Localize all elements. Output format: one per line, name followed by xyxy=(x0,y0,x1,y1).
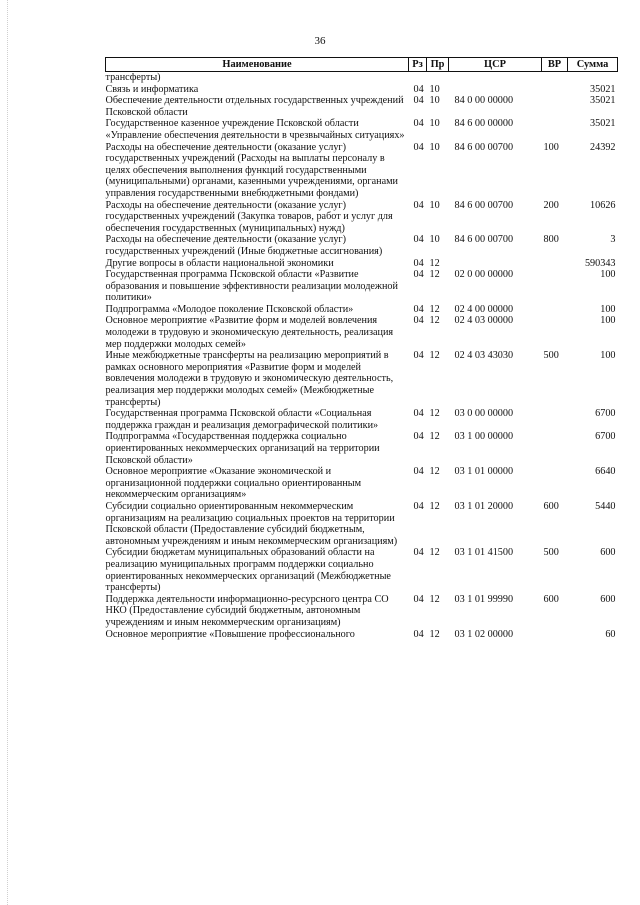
cell-rz: 04 xyxy=(413,350,424,362)
table-row xyxy=(106,200,618,235)
cell-vr: 500 xyxy=(543,547,559,559)
cell-sum: 100 xyxy=(600,350,616,362)
cell-rz: 04 xyxy=(413,234,424,246)
cell-csr: 02 0 00 00000 xyxy=(454,269,514,281)
cell-name: Государственное казенное учреждение Псковской области «Управление обеспечения деятельности в чрезвычайных ситуациях» xyxy=(105,118,405,141)
cell-csr: 02 4 03 43030 xyxy=(454,350,514,362)
cell-vr xyxy=(542,315,568,350)
cell-sum: 600 xyxy=(600,593,616,605)
cell-vr xyxy=(542,118,568,141)
cell-vr: 200 xyxy=(543,199,559,211)
cell-csr: 03 1 01 00000 xyxy=(454,466,514,478)
cell-pr xyxy=(427,72,449,84)
cell-rz: 04 xyxy=(413,431,424,443)
table-row xyxy=(106,269,618,304)
cell-vr xyxy=(542,408,568,431)
cell-vr: 600 xyxy=(543,593,559,605)
cell-rz: 04 xyxy=(413,118,424,130)
cell-rz: 04 xyxy=(413,466,424,478)
cell-name: Связь и информатика xyxy=(105,83,199,95)
cell-sum xyxy=(568,72,618,84)
cell-pr: 10 xyxy=(429,199,440,211)
table-row xyxy=(106,594,618,629)
cell-pr: 12 xyxy=(429,431,440,443)
cell-name: Основное мероприятие «Развитие форм и моделей вовлечения молодежи в трудовую и экономическую деятельность, реализация мер поддержки молодых семей» xyxy=(105,315,394,350)
cell-rz xyxy=(409,72,427,84)
table-row xyxy=(106,431,618,466)
cell-name: Расходы на обеспечение деятельности (оказание услуг) государственных учреждений (Иные бюджетные ассигнования) xyxy=(105,234,383,257)
cell-vr xyxy=(542,629,568,641)
cell-csr: 84 6 00 00700 xyxy=(454,199,514,211)
table-row xyxy=(106,501,618,547)
cell-csr: 03 1 02 00000 xyxy=(454,628,514,640)
cell-name: Государственная программа Псковской области «Социальная поддержка граждан и реализация демографической политики» xyxy=(105,408,379,431)
cell-name: Государственная программа Псковской области «Развитие образования и повышение эффективности реализации молодежной политики» xyxy=(105,269,398,304)
cell-vr: 100 xyxy=(543,141,559,153)
cell-vr xyxy=(542,466,568,501)
cell-name: Подпрограмма «Молодое поколение Псковской области» xyxy=(105,303,354,315)
cell-vr: 600 xyxy=(543,500,559,512)
cell-pr: 12 xyxy=(429,500,440,512)
cell-name: Основное мероприятие «Оказание экономической и организационной поддержки социально ориентированным некоммерческим организациям» xyxy=(105,466,362,501)
cell-vr xyxy=(542,84,568,96)
cell-rz: 04 xyxy=(413,303,424,315)
cell-csr: 02 4 00 00000 xyxy=(454,303,514,315)
cell-name: Поддержка деятельности информационно-ресурсного центра СО НКО (Предоставление субсидий бюджетным, автономным учреждениям и иным некоммерческим организациям) xyxy=(105,593,389,628)
cell-rz: 04 xyxy=(413,83,424,95)
cell-sum: 6700 xyxy=(595,408,616,420)
cell-sum: 60 xyxy=(605,628,616,640)
cell-vr xyxy=(542,95,568,118)
cell-pr: 10 xyxy=(429,83,440,95)
cell-rz: 04 xyxy=(413,628,424,640)
table-row xyxy=(106,234,618,257)
cell-rz: 04 xyxy=(413,141,424,153)
cell-csr: 02 4 03 00000 xyxy=(454,315,514,327)
cell-sum: 6640 xyxy=(595,466,616,478)
cell-rz: 04 xyxy=(413,257,424,269)
cell-sum: 100 xyxy=(600,269,616,281)
table-row xyxy=(106,72,618,84)
cell-pr: 12 xyxy=(429,269,440,281)
table-row xyxy=(106,350,618,408)
cell-name: Субсидии социально ориентированным некоммерческим организациям на реализацию социальных проектов на территории Псковской области (Предоставление субсидий бюджетным, автономным учреждениям и иным некоммерческим организациям) xyxy=(105,500,398,547)
scan-edge-line xyxy=(7,0,8,905)
cell-vr: 500 xyxy=(543,350,559,362)
cell-sum: 35021 xyxy=(590,95,616,107)
cell-csr: 84 6 00 00700 xyxy=(454,141,514,153)
table-row xyxy=(106,408,618,431)
cell-rz: 04 xyxy=(413,199,424,211)
cell-sum: 100 xyxy=(600,315,616,327)
cell-pr: 10 xyxy=(429,118,440,130)
cell-pr: 10 xyxy=(429,95,440,107)
header-vr: ВР xyxy=(542,58,568,72)
cell-csr: 03 1 00 00000 xyxy=(454,431,514,443)
table-row xyxy=(106,118,618,141)
cell-rz: 04 xyxy=(413,408,424,420)
cell-rz: 04 xyxy=(413,95,424,107)
cell-rz: 04 xyxy=(413,547,424,559)
cell-sum: 10626 xyxy=(590,199,616,211)
cell-name: трансферты) xyxy=(105,72,161,83)
table-row xyxy=(106,95,618,118)
header-rz: Рз xyxy=(409,58,427,72)
cell-pr: 12 xyxy=(429,593,440,605)
cell-rz: 04 xyxy=(413,269,424,281)
header-row xyxy=(106,58,618,72)
cell-sum: 590343 xyxy=(584,257,616,269)
table-row xyxy=(106,304,618,316)
header-sum: Сумма xyxy=(568,58,618,72)
cell-sum: 35021 xyxy=(590,83,616,95)
cell-csr: 84 6 00 00000 xyxy=(454,118,514,130)
cell-csr xyxy=(449,72,542,84)
cell-name: Подпрограмма «Государственная поддержка социально ориентированных некоммерческих организаций на территории Псковской области» xyxy=(105,431,380,466)
cell-csr: 84 6 00 00700 xyxy=(454,234,514,246)
cell-vr xyxy=(542,431,568,466)
cell-name: Основное мероприятие «Повышение профессионального xyxy=(105,628,355,640)
cell-pr: 12 xyxy=(429,257,440,269)
cell-sum: 6700 xyxy=(595,431,616,443)
cell-csr: 03 1 01 41500 xyxy=(454,547,514,559)
cell-rz: 04 xyxy=(413,593,424,605)
cell-pr: 12 xyxy=(429,547,440,559)
cell-sum: 35021 xyxy=(590,118,616,130)
cell-name: Иные межбюджетные трансферты на реализацию мероприятий в рамках основного мероприятия «Развитие форм и моделей вовлечения молодежи в трудовую и экономическую деятельность, реализация мер поддержки молодых семей» (Межбюджетные трансферты) xyxy=(105,350,394,408)
cell-vr xyxy=(542,72,568,84)
header-pr: Пр xyxy=(427,58,449,72)
cell-name: Расходы на обеспечение деятельности (оказание услуг) государственных учреждений (Расходы на выплаты персоналу в целях обеспечения выполнения функций государственными (муниципальными) органами, казенными учреждениями, органами управления государственными внебюджетными фондами) xyxy=(105,141,398,199)
cell-sum: 24392 xyxy=(590,141,616,153)
cell-name: Другие вопросы в области национальной экономики xyxy=(105,257,334,269)
cell-csr xyxy=(449,84,542,96)
cell-csr xyxy=(449,258,542,270)
cell-sum: 3 xyxy=(610,234,616,246)
table-header xyxy=(106,58,618,72)
cell-csr: 84 0 00 00000 xyxy=(454,95,514,107)
cell-pr: 12 xyxy=(429,350,440,362)
cell-pr: 12 xyxy=(429,466,440,478)
cell-rz: 04 xyxy=(413,315,424,327)
table-row xyxy=(106,258,618,270)
cell-csr: 03 0 00 00000 xyxy=(454,408,514,420)
cell-name: Расходы на обеспечение деятельности (оказание услуг) государственных учреждений (Закупка товаров, работ и услуг для обеспечения государственных (муниципальных) нужд) xyxy=(105,199,393,234)
cell-name: Обеспечение деятельности отдельных государственных учреждений Псковской области xyxy=(105,95,404,118)
cell-csr: 03 1 01 99990 xyxy=(454,593,514,605)
cell-pr: 12 xyxy=(429,303,440,315)
header-name: Наименование xyxy=(106,58,409,72)
cell-sum: 600 xyxy=(600,547,616,559)
cell-vr xyxy=(542,258,568,270)
table-row xyxy=(106,315,618,350)
table-row xyxy=(106,466,618,501)
budget-table xyxy=(105,57,618,640)
cell-csr: 03 1 01 20000 xyxy=(454,500,514,512)
cell-sum: 5440 xyxy=(595,500,616,512)
cell-pr: 12 xyxy=(429,628,440,640)
cell-vr: 800 xyxy=(543,234,559,246)
page-number: 36 xyxy=(314,35,326,47)
cell-vr xyxy=(542,269,568,304)
cell-pr: 12 xyxy=(429,408,440,420)
cell-pr: 12 xyxy=(429,315,440,327)
table-body xyxy=(106,72,618,641)
cell-pr: 10 xyxy=(429,141,440,153)
cell-name: Субсидии бюджетам муниципальных образований области на реализацию муниципальных программ поддержки социально ориентированных некоммерческих организаций (Межбюджетные трансферты) xyxy=(105,547,391,594)
cell-sum: 100 xyxy=(600,303,616,315)
table-row xyxy=(106,629,618,641)
cell-rz: 04 xyxy=(413,500,424,512)
table-row xyxy=(106,142,618,200)
header-csr: ЦСР xyxy=(449,58,542,72)
table-row xyxy=(106,84,618,96)
cell-vr xyxy=(542,304,568,316)
table-row xyxy=(106,547,618,593)
cell-pr: 10 xyxy=(429,234,440,246)
